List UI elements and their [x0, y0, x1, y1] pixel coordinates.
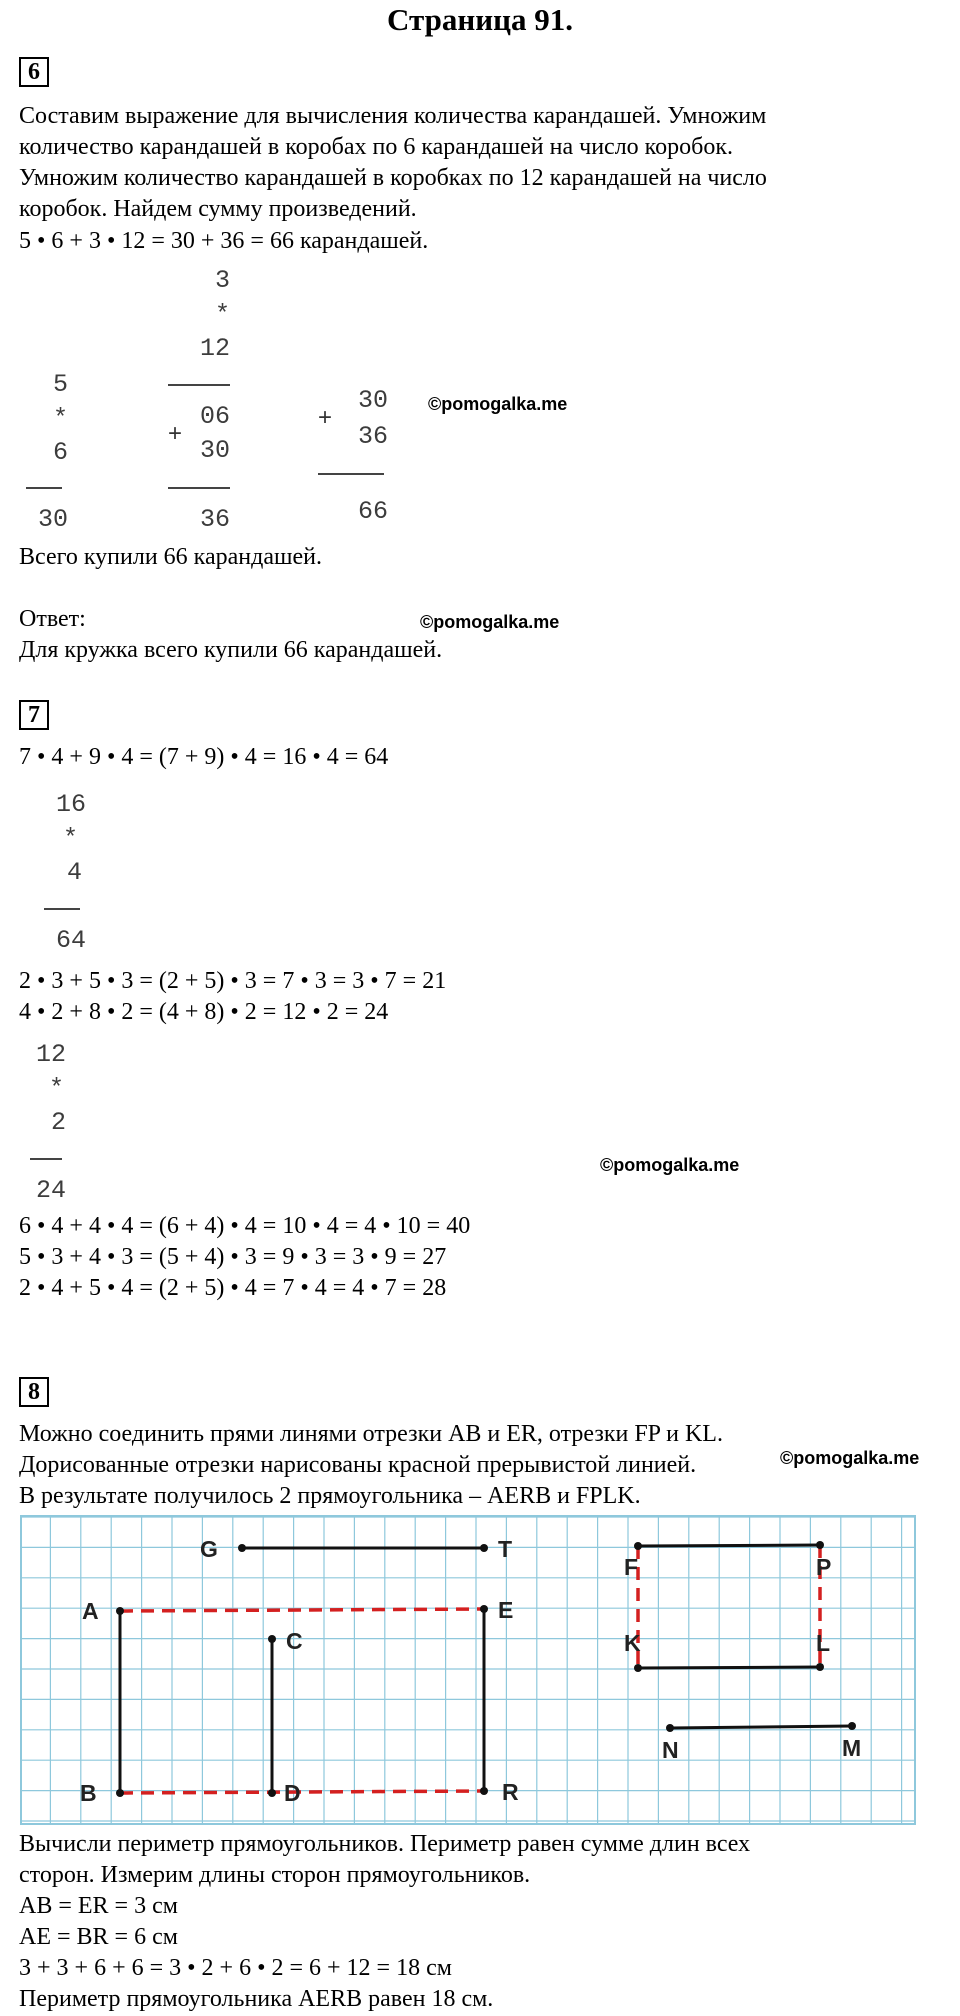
point-D: [268, 1789, 276, 1797]
calc-operand: 6: [52, 438, 68, 467]
segment-KL: [638, 1667, 820, 1668]
task8-equation: 3 + 3 + 6 + 6 = 3 • 2 + 6 • 2 = 6 + 12 = 18 см: [19, 1955, 452, 1981]
grid-lines: [20, 1515, 916, 1825]
task8-text-line: Можно соединить прями линями отрезки AB и ER, отрезки FP и KL.: [19, 1421, 723, 1447]
task7-equation: 6 • 4 + 4 • 4 = (6 + 4) • 4 = 10 • 4 = 4 • 10 = 40: [19, 1213, 471, 1239]
label-K: K: [624, 1630, 641, 1656]
label-E: E: [498, 1597, 514, 1623]
label-P: P: [816, 1554, 832, 1580]
calc-operand: 12: [35, 1040, 66, 1069]
calc-result: 30: [37, 505, 68, 534]
task8-text-line: В результате получилось 2 прямоугольника – AERB и FPLK.: [19, 1483, 641, 1509]
task7-equation: 7 • 4 + 9 • 4 = (7 + 9) • 4 = 16 • 4 = 64: [19, 744, 389, 770]
point-E: [480, 1605, 488, 1613]
point-P: [816, 1541, 824, 1549]
label-L: L: [816, 1630, 831, 1656]
calc-result: 66: [357, 497, 388, 526]
calc-partial: 30: [199, 436, 230, 465]
task6-equation: 5 • 6 + 3 • 12 = 30 + 36 = 66 карандашей.: [19, 228, 429, 254]
answer-label: Ответ:: [19, 606, 86, 632]
calc-underline: [318, 473, 384, 475]
task8-equation: AE = BR = 6 см: [19, 1924, 178, 1950]
point-L: [816, 1663, 824, 1671]
calc-operator: *: [62, 824, 78, 853]
calc-operator: *: [48, 1074, 64, 1103]
label-R: R: [502, 1779, 519, 1805]
calc-result: 24: [35, 1176, 66, 1205]
watermark: ©pomogalka.me: [428, 394, 568, 414]
watermark: ©pomogalka.me: [780, 1448, 920, 1468]
grid-border: [21, 1516, 915, 1824]
calc-underline: [168, 384, 230, 386]
point-M: [848, 1722, 856, 1730]
task7-equation: 5 • 3 + 4 • 3 = (5 + 4) • 3 = 9 • 3 = 3 • 9 = 27: [19, 1244, 447, 1270]
point-N: [666, 1724, 674, 1732]
calc-underline: [44, 908, 80, 910]
label-A: A: [82, 1598, 99, 1624]
task-number-7: 7: [19, 700, 49, 730]
dashed-segment-AE: [120, 1609, 484, 1611]
point-T: [480, 1544, 488, 1552]
calc-underline: [30, 1158, 62, 1160]
task8-equation: AB = ER = 3 см: [19, 1893, 178, 1919]
task7-equation: 2 • 3 + 5 • 3 = (2 + 5) • 3 = 7 • 3 = 3 • 7 = 21: [19, 968, 447, 994]
label-G: G: [200, 1536, 218, 1562]
task8-conclusion: Периметр прямоугольника AERB равен 18 см.: [19, 1986, 494, 2012]
point-R: [480, 1787, 488, 1795]
point-F: [634, 1542, 642, 1550]
segment-NM: [670, 1726, 852, 1728]
answer-text: Для кружка всего купили 66 карандашей.: [19, 637, 443, 663]
calc-partial: 06: [199, 402, 230, 431]
calc-operator: *: [52, 404, 68, 433]
label-T: T: [498, 1536, 513, 1562]
label-B: B: [80, 1780, 97, 1806]
task8-text-line: Вычисли периметр прямоугольников. Периметр равен сумме длин всех: [19, 1831, 751, 1857]
watermark: ©pomogalka.me: [600, 1155, 740, 1175]
point-G: [238, 1544, 246, 1552]
segment-FP: [638, 1545, 820, 1546]
calc-operand: 2: [50, 1108, 66, 1137]
dashed-segment-BR: [120, 1791, 484, 1793]
calc-result: 64: [55, 926, 86, 955]
label-M: M: [842, 1735, 862, 1761]
task-number-6: 6: [19, 57, 49, 87]
calc-operand: 12: [199, 334, 230, 363]
calc-plus: +: [318, 404, 333, 431]
calc-result: 36: [199, 505, 230, 534]
watermark: ©pomogalka.me: [420, 612, 560, 632]
task6-text-line: Умножим количество карандашей в коробках по 12 карандашей на число: [19, 165, 767, 191]
calc-operand: 4: [66, 858, 82, 887]
calc-operand: 3: [214, 266, 230, 295]
calc-operand: 30: [357, 386, 388, 415]
task7-equation: 2 • 4 + 5 • 4 = (2 + 5) • 4 = 7 • 4 = 4 • 7 = 28: [19, 1275, 447, 1301]
calc-operand: 36: [357, 422, 388, 451]
point-B: [116, 1789, 124, 1797]
point-A: [116, 1607, 124, 1615]
segments-grid-figure: [20, 1515, 916, 1825]
task6-summary: Всего купили 66 карандашей.: [19, 544, 322, 570]
calc-underline: [26, 487, 62, 489]
calc-operand: 5: [52, 370, 68, 399]
task8-text-line: Дорисованные отрезки нарисованы красной прерывистой линией.: [19, 1452, 697, 1478]
calc-operand: 16: [55, 790, 86, 819]
calc-operator: *: [214, 300, 230, 329]
task6-text-line: Составим выражение для вычисления количества карандашей. Умножим: [19, 103, 767, 129]
label-F: F: [624, 1554, 639, 1580]
page-title: Страница 91.: [387, 2, 573, 37]
label-N: N: [662, 1737, 679, 1763]
point-C: [268, 1635, 276, 1643]
task6-text-line: количество карандашей в коробах по 6 карандашей на число коробок.: [19, 134, 733, 160]
task7-equation: 4 • 2 + 8 • 2 = (4 + 8) • 2 = 12 • 2 = 24: [19, 999, 389, 1025]
calc-underline: [168, 487, 230, 489]
task8-text-line: сторон. Измерим длины сторон прямоугольников.: [19, 1862, 531, 1888]
task-number-8: 8: [19, 1377, 49, 1407]
task6-text-line: коробок. Найдем сумму произведений.: [19, 196, 417, 222]
label-D: D: [284, 1780, 301, 1806]
point-K: [634, 1664, 642, 1672]
label-C: C: [286, 1628, 303, 1654]
calc-plus: +: [168, 420, 183, 447]
